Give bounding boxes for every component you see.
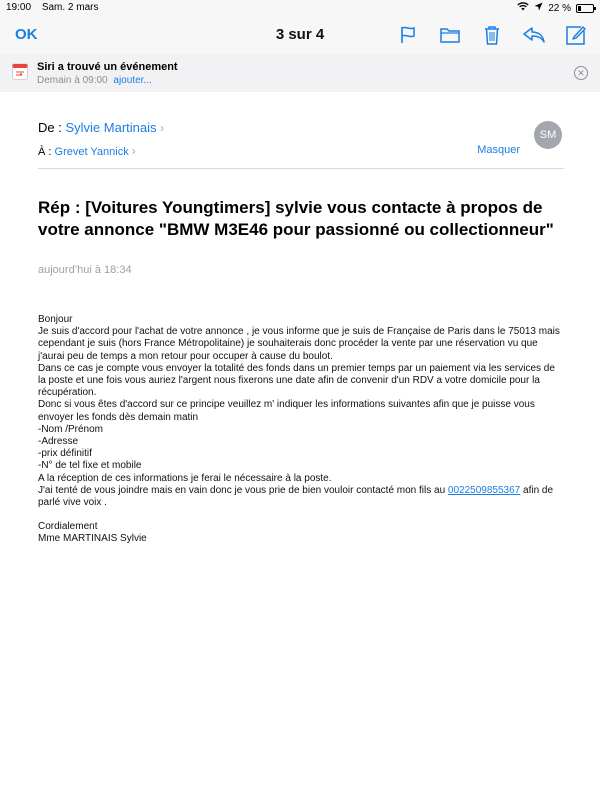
spacer bbox=[38, 509, 562, 521]
calendar-icon bbox=[12, 62, 28, 80]
battery-icon bbox=[576, 4, 594, 13]
body-paragraph: A la réception de ces informations je ferai le nécessaire à la poste. bbox=[38, 472, 332, 484]
hide-details-button[interactable]: Masquer bbox=[477, 144, 520, 156]
body-list-item: -prix définitif bbox=[38, 448, 92, 460]
header-divider bbox=[38, 168, 564, 169]
close-icon[interactable]: ✕ bbox=[574, 66, 588, 80]
avatar: SM bbox=[534, 121, 562, 149]
chevron-right-icon: › bbox=[160, 121, 165, 135]
ok-button[interactable]: OK bbox=[15, 26, 38, 43]
sender-name[interactable]: Sylvie Martinais bbox=[65, 120, 157, 135]
status-right bbox=[517, 2, 594, 14]
body-list-item: -Adresse bbox=[38, 436, 79, 448]
body-closing: Cordialement bbox=[38, 521, 98, 533]
body-paragraph: Je suis d'accord pour l'achat de votre annonce , je vous informe que je suis de Française de Paris dans le 75013 mais cependant je suis (hors France Métropolitaine) je souhaiterais donc procéder la vente par une réservation vu que j'aurai peu de temps a mon retour pour occuper à cause du boulot. bbox=[38, 326, 560, 362]
body-greeting: Bonjour bbox=[38, 314, 73, 325]
email-date: aujourd’hui à 18:34 bbox=[38, 264, 132, 276]
location-arrow-icon bbox=[534, 2, 543, 14]
from-label: De : bbox=[38, 120, 62, 135]
body-paragraph bbox=[38, 485, 562, 509]
to-row bbox=[38, 144, 136, 158]
body-list-item: -N° de tel fixe et mobile bbox=[38, 460, 142, 472]
add-event-link[interactable]: ajouter... bbox=[113, 75, 152, 86]
reply-icon[interactable] bbox=[520, 23, 548, 47]
to-label: À : bbox=[38, 146, 52, 158]
email-body bbox=[38, 314, 562, 546]
phone-link[interactable]: 0022509855367 bbox=[447, 484, 521, 496]
siri-title: Siri a trouvé un événement bbox=[37, 61, 178, 73]
siri-time: Demain à 09:00 bbox=[37, 75, 108, 86]
email-subject: Rép : [Voitures Youngtimers] sylvie vous contacte à propos de votre annonce "BMW M3E46 pour passionné ou collectionneur" bbox=[38, 198, 554, 239]
body-paragraph: Donc si vous êtes d'accord sur ce principe veuillez m' indiquer les informations suivantes afin que je puisse vous envoyer les fonds dès demain matin bbox=[38, 399, 535, 423]
navigation-bar bbox=[0, 16, 600, 54]
from-row bbox=[38, 120, 164, 135]
status-time: 19:00 bbox=[6, 2, 32, 13]
siri-suggestion-banner bbox=[0, 54, 600, 92]
recipient-name[interactable]: Grevet Yannick bbox=[54, 146, 129, 158]
compose-icon[interactable] bbox=[562, 23, 590, 47]
toolbar-icons bbox=[394, 23, 590, 47]
body-paragraph: Dans ce cas je compte vous envoyer la totalité des fonds dans un premier temps par un paiement via les services de la poste et une fois vous auriez l'argent nous fixerons une date afin de convenir d'un RDV a votre domicile pour la récupération. bbox=[38, 362, 555, 399]
message-position: 3 sur 4 bbox=[275, 26, 325, 43]
siri-subtitle bbox=[37, 75, 152, 86]
status-bar bbox=[0, 0, 600, 16]
status-date: Sam. 2 mars bbox=[41, 2, 99, 13]
body-text: J'ai tenté de vous joindre mais en vain donc je vous prie de bien vouloir contacté mon fils au bbox=[38, 484, 448, 496]
body-text: afin de parlé vive voix . bbox=[38, 484, 554, 509]
battery-percent: 22 % bbox=[548, 2, 571, 14]
chevron-right-icon: › bbox=[131, 144, 136, 158]
flag-icon[interactable] bbox=[394, 23, 422, 47]
wifi-icon bbox=[517, 2, 529, 14]
trash-icon[interactable] bbox=[478, 23, 506, 47]
body-signature: Mme MARTINAIS Sylvie bbox=[38, 533, 147, 545]
body-list-item: -Nom /Prénom bbox=[38, 423, 104, 435]
status-left bbox=[6, 2, 107, 13]
folder-icon[interactable] bbox=[436, 23, 464, 47]
